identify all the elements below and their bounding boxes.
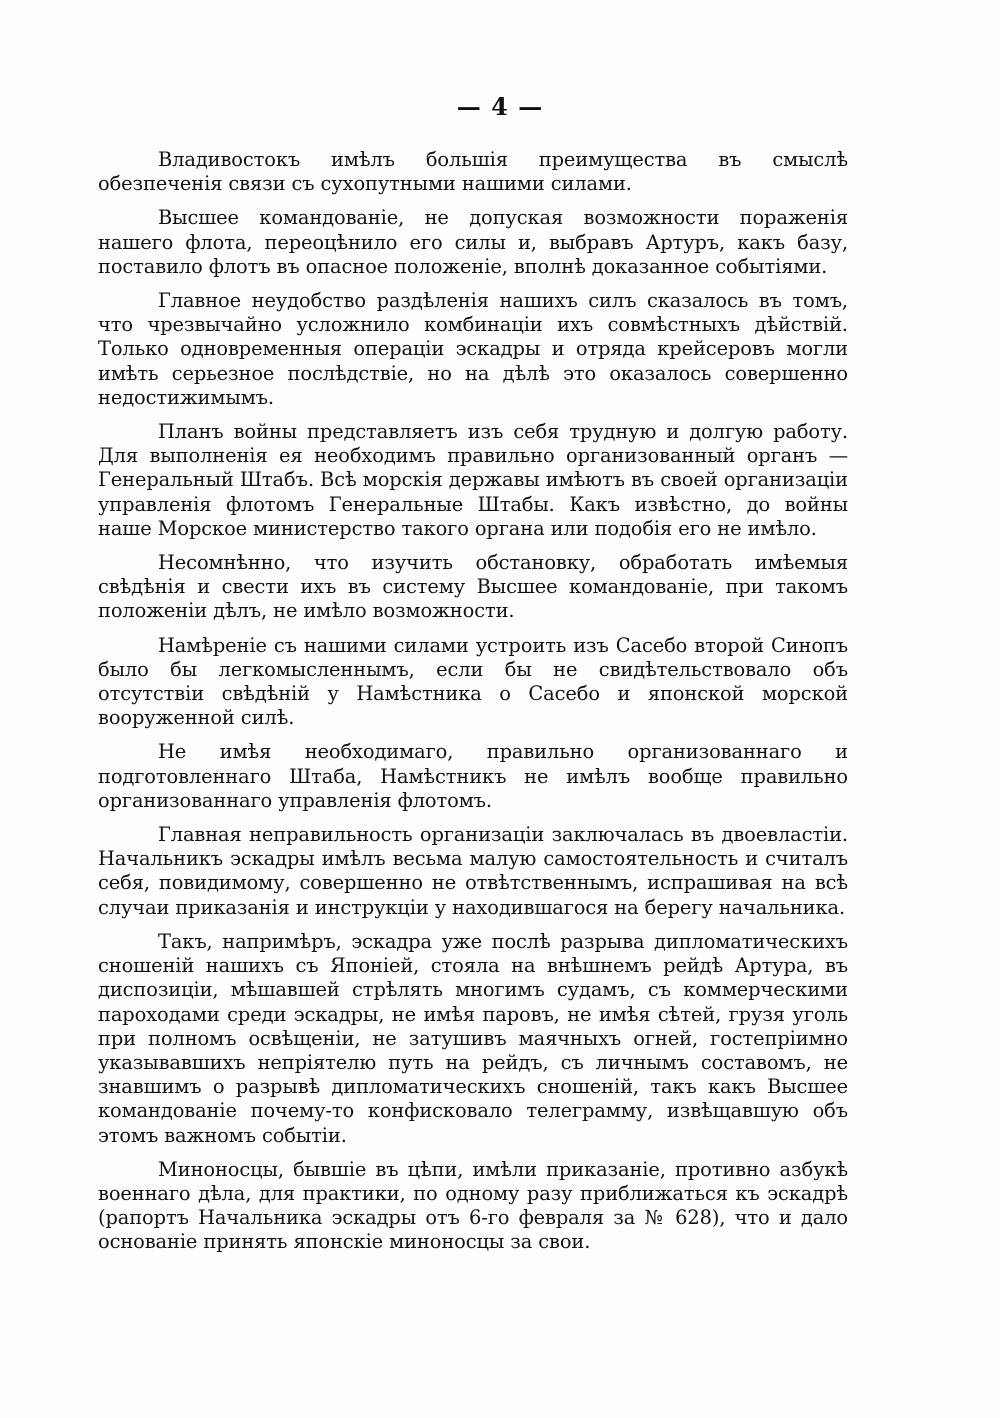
paragraph: Планъ войны представляетъ изъ себя трудную и долгую работу. Для выполненія ея необходимъ правильно организованный органъ — Генеральный Штабъ. Всѣ морскія державы имѣютъ въ своей организаціи управленія флотомъ Генеральные Штабы. Какъ извѣстно, до войны наше Морское министерство такого органа или подобія его не имѣло. [98, 420, 848, 540]
paragraph: Высшее командованіе, не допуская возможности пораженія нашего флота, переоцѣнило его силы и, выбравъ Артуръ, какъ базу, поставило флотъ въ опасное положеніе, вполнѣ доказанное событіями. [98, 206, 848, 278]
paragraph: Главное неудобство раздѣленія нашихъ силъ сказалось въ томъ, что чрезвычайно усложнило комбинаціи ихъ совмѣстныхъ дѣйствій. Только одновременныя операціи эскадры и отряда крейсеровъ могли имѣть серьезное послѣдствіе, но на дѣлѣ это оказалось совершенно недостижимымъ. [98, 289, 848, 409]
paragraph: Такъ, напримѣръ, эскадра уже послѣ разрыва дипломатическихъ сношеній нашихъ съ Японіей, стояла на внѣшнемъ рейдѣ Артура, въ диспозиціи, мѣшавшей стрѣлять многимъ судамъ, съ коммерческими пароходами среди эскадры, не имѣя паровъ, не имѣя сѣтей, грузя уголь при полномъ освѣщеніи, не затушивъ маячныхъ огней, гостепріимно указывавшихъ непріятелю путь на рейдъ, съ личнымъ составомъ, не знавшимъ о разрывѣ дипломатическихъ сношеній, такъ какъ Высшее командованіе почему-то конфисковало телеграмму, извѣщавшую объ этомъ важномъ событіи. [98, 929, 848, 1147]
page-number: — 4 — [456, 92, 544, 121]
paragraph: Миноносцы, бывшіе въ цѣпи, имѣли приказаніе, противно азбукѣ военнаго дѣла, для практики, по одному разу приближаться къ эскадрѣ (рапортъ Начальника эскадры отъ 6-го февраля за № 628), что и дало основаніе принять японскіе миноносцы за свои. [98, 1157, 848, 1254]
paragraph: Владивостокъ имѣлъ большія преимущества въ смыслѣ обезпеченія связи съ сухопутными нашими силами. [98, 148, 848, 196]
paragraph: Главная неправильность организаціи заключалась въ двоевластіи. Начальникъ эскадры имѣлъ весьма малую самостоятельность и считалъ себя, повидимому, совершенно не отвѣтственнымъ, испрашивая на всѣ случаи приказанія и инструкціи у находившагося на берегу начальника. [98, 823, 848, 919]
paragraph: Намѣреніе съ нашими силами устроить изъ Сасебо второй Синопъ было бы легкомысленнымъ, если бы не свидѣтельствовало объ отсутствіи свѣдѣній у Намѣстника о Сасебо и японской морской вооруженной силѣ. [98, 633, 848, 730]
paragraph: Несомнѣнно, что изучить обстановку, обработать имѣемыя свѣдѣнія и свести ихъ въ систему Высшее командованіе, при такомъ положеніи дѣлъ, не имѣло возможности. [98, 551, 848, 623]
body-text [98, 148, 848, 1265]
paragraph: Не имѣя необходимаго, правильно организованнаго и подготовленнаго Штаба, Намѣстникъ не имѣлъ вообще правильно организованнаго управленія флотомъ. [98, 740, 848, 812]
